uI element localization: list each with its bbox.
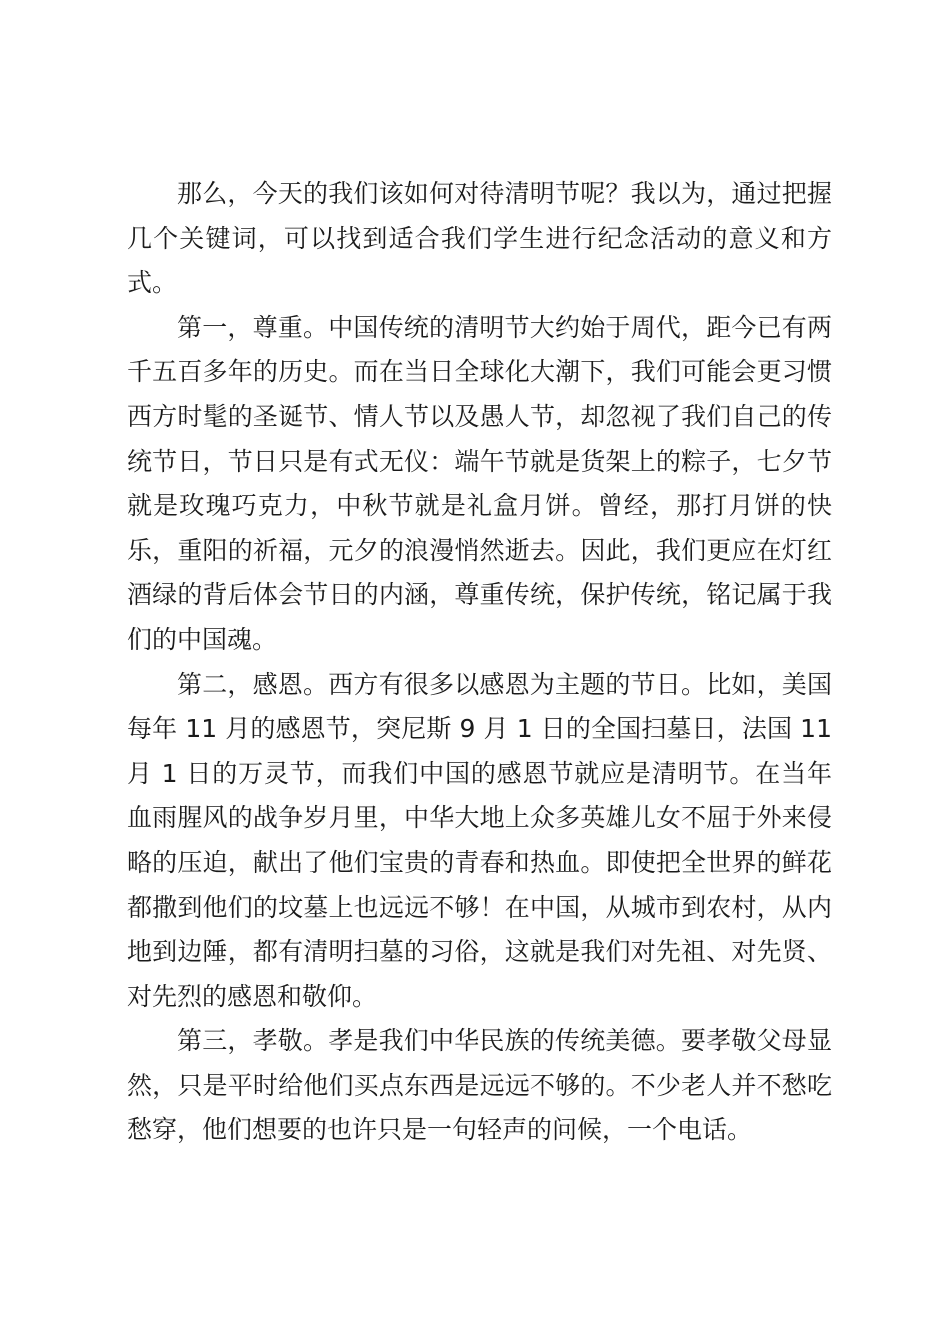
paragraph-gratitude: 第二，感恩。西方有很多以感恩为主题的节日。比如，美国每年 11 月的感恩节，突尼斯 9 月 1 日的全国扫墓日，法国 11 月 1 日的万灵节，而我们中国的感恩节就应是清明节。在当年血雨腥风的战争岁月里，中华大地上众多英雄儿女不屈于外来侵略的压迫，献出了他们宝贵的青春和热血。即使把全世界的鲜花都撒到他们的坟墓上也远远不够！在中国，从城市到农村，从内地到边陲，都有清明扫墓的习俗，这就是我们对先祖、对先贤、对先烈的感恩和敬仰。 <box>127 669 832 1011</box>
paragraph-intro: 那么，今天的我们该如何对待清明节呢？我以为，通过把握几个关键词，可以找到适合我们学生进行纪念活动的意义和方式。 <box>127 179 832 298</box>
paragraph-respect: 第一，尊重。中国传统的清明节大约始于周代，距今已有两千五百多年的历史。而在当日全球化大潮下，我们可能会更习惯西方时髦的圣诞节、情人节以及愚人节，却忽视了我们自己的传统节日，节日只是有式无仪：端午节就是货架上的粽子，七夕节就是玫瑰巧克力，中秋节就是礼盒月饼。曾经，那打月饼的快乐，重阳的祈福，元夕的浪漫悄然逝去。因此，我们更应在灯红酒绿的背后体会节日的内涵，尊重传统，保护传统，铭记属于我们的中国魂。 <box>127 312 832 654</box>
document-body <box>127 172 832 1153</box>
paragraph-filial-piety: 第三，孝敬。孝是我们中华民族的传统美德。要孝敬父母显然，只是平时给他们买点东西是远远不够的。不少老人并不愁吃愁穿，他们想要的也许只是一句轻声的问候，一个电话。 <box>127 1026 832 1145</box>
